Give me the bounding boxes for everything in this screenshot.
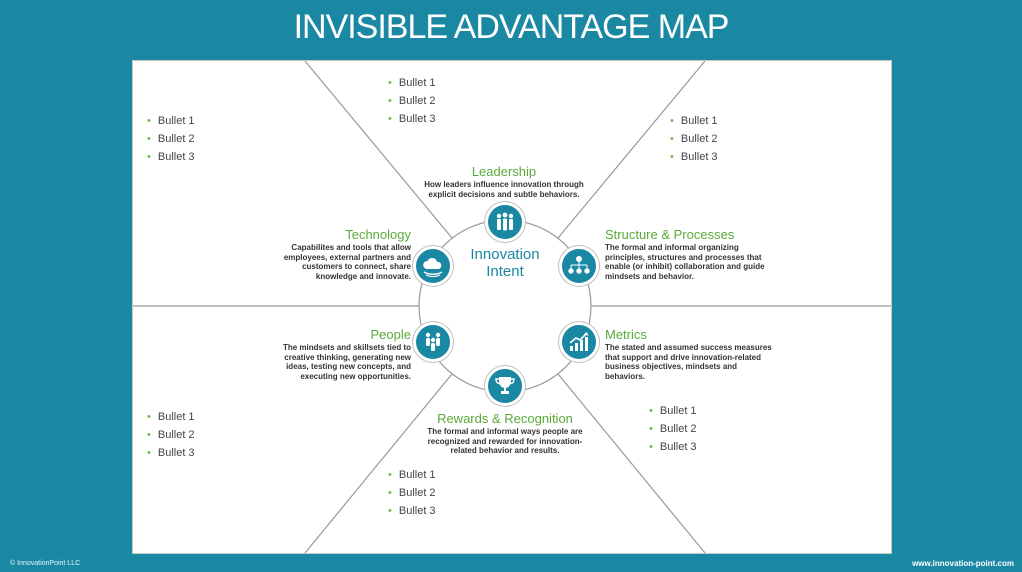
list-item: • Bullet 2: [147, 130, 195, 148]
center-line2: Intent: [486, 263, 524, 280]
list-item: • Bullet 2: [670, 130, 718, 148]
people-title: People: [370, 327, 411, 342]
footer-url[interactable]: www.innovation-point.com: [912, 559, 1014, 568]
list-item: • Bullet 3: [388, 502, 436, 520]
list-item: • Bullet 1: [147, 112, 195, 130]
org-chart-icon: [559, 246, 599, 286]
list-item: • Bullet 2: [388, 92, 436, 110]
bullets-top-center: [388, 74, 436, 128]
list-item: • Bullet 2: [147, 426, 195, 444]
structure-title: Structure & Processes: [605, 227, 735, 242]
list-item: • Bullet 3: [147, 148, 195, 166]
center-line1: Innovation: [470, 246, 540, 263]
leadership-desc: How leaders influence innovation through explicit decisions and subtle behaviors.: [424, 180, 584, 199]
list-item: • Bullet 3: [649, 438, 697, 456]
list-item: • Bullet 1: [670, 112, 718, 130]
rewards-title: Rewards & Recognition: [437, 411, 573, 426]
bullets-bottom-right: [649, 402, 697, 456]
list-item: • Bullet 1: [147, 408, 195, 426]
team-icon: [485, 202, 525, 242]
cloud-icon: [413, 246, 453, 286]
list-item: • Bullet 1: [388, 466, 436, 484]
list-item: • Bullet 1: [388, 74, 436, 92]
people-desc: The mindsets and skillsets tied to creative thinking, generating new ideas, testing new concepts, and executing new opportunities.: [282, 343, 411, 381]
list-item: • Bullet 3: [147, 444, 195, 462]
rewards-desc: The formal and informal ways people are recognized and rewarded for innovation-related behavior and results.: [427, 427, 583, 455]
page-title: INVISIBLE ADVANTAGE MAP: [293, 8, 729, 46]
technology-block: [270, 227, 411, 281]
bullets-bottom-center: [388, 466, 436, 520]
structure-block: [605, 227, 777, 281]
metrics-block: [605, 327, 775, 381]
copyright: © InnovationPoint LLC: [10, 560, 81, 567]
bullets-top-right: [670, 112, 718, 166]
divider-bottom-right: [558, 374, 705, 553]
metrics-title: Metrics: [605, 327, 647, 342]
growth-chart-icon: [559, 322, 599, 362]
list-item: • Bullet 2: [649, 420, 697, 438]
people-icon: [413, 322, 453, 362]
leadership-block: [415, 164, 593, 199]
list-item: • Bullet 3: [670, 148, 718, 166]
center-label: [460, 246, 550, 280]
people-block: [268, 327, 411, 381]
bullets-bottom-left: [147, 408, 195, 462]
metrics-desc: The stated and assumed success measures that support and drive innovation-related business objectives, mindsets and behaviors.: [605, 343, 772, 381]
technology-title: Technology: [345, 227, 411, 242]
leadership-title: Leadership: [471, 164, 537, 179]
rewards-block: [415, 411, 595, 456]
bullets-top-left: [147, 112, 195, 166]
trophy-icon: [485, 366, 525, 406]
structure-desc: The formal and informal organizing principles, structures and processes that enable (or inhibit) collaboration and guide mindsets and behavior.: [605, 243, 765, 281]
technology-desc: Capabilites and tools that allow employees, external partners and customers to connect, share knowledge and innovate.: [283, 243, 411, 281]
list-item: • Bullet 3: [388, 110, 436, 128]
list-item: • Bullet 1: [649, 402, 697, 420]
divider-bottom-left: [305, 374, 452, 553]
list-item: • Bullet 2: [388, 484, 436, 502]
